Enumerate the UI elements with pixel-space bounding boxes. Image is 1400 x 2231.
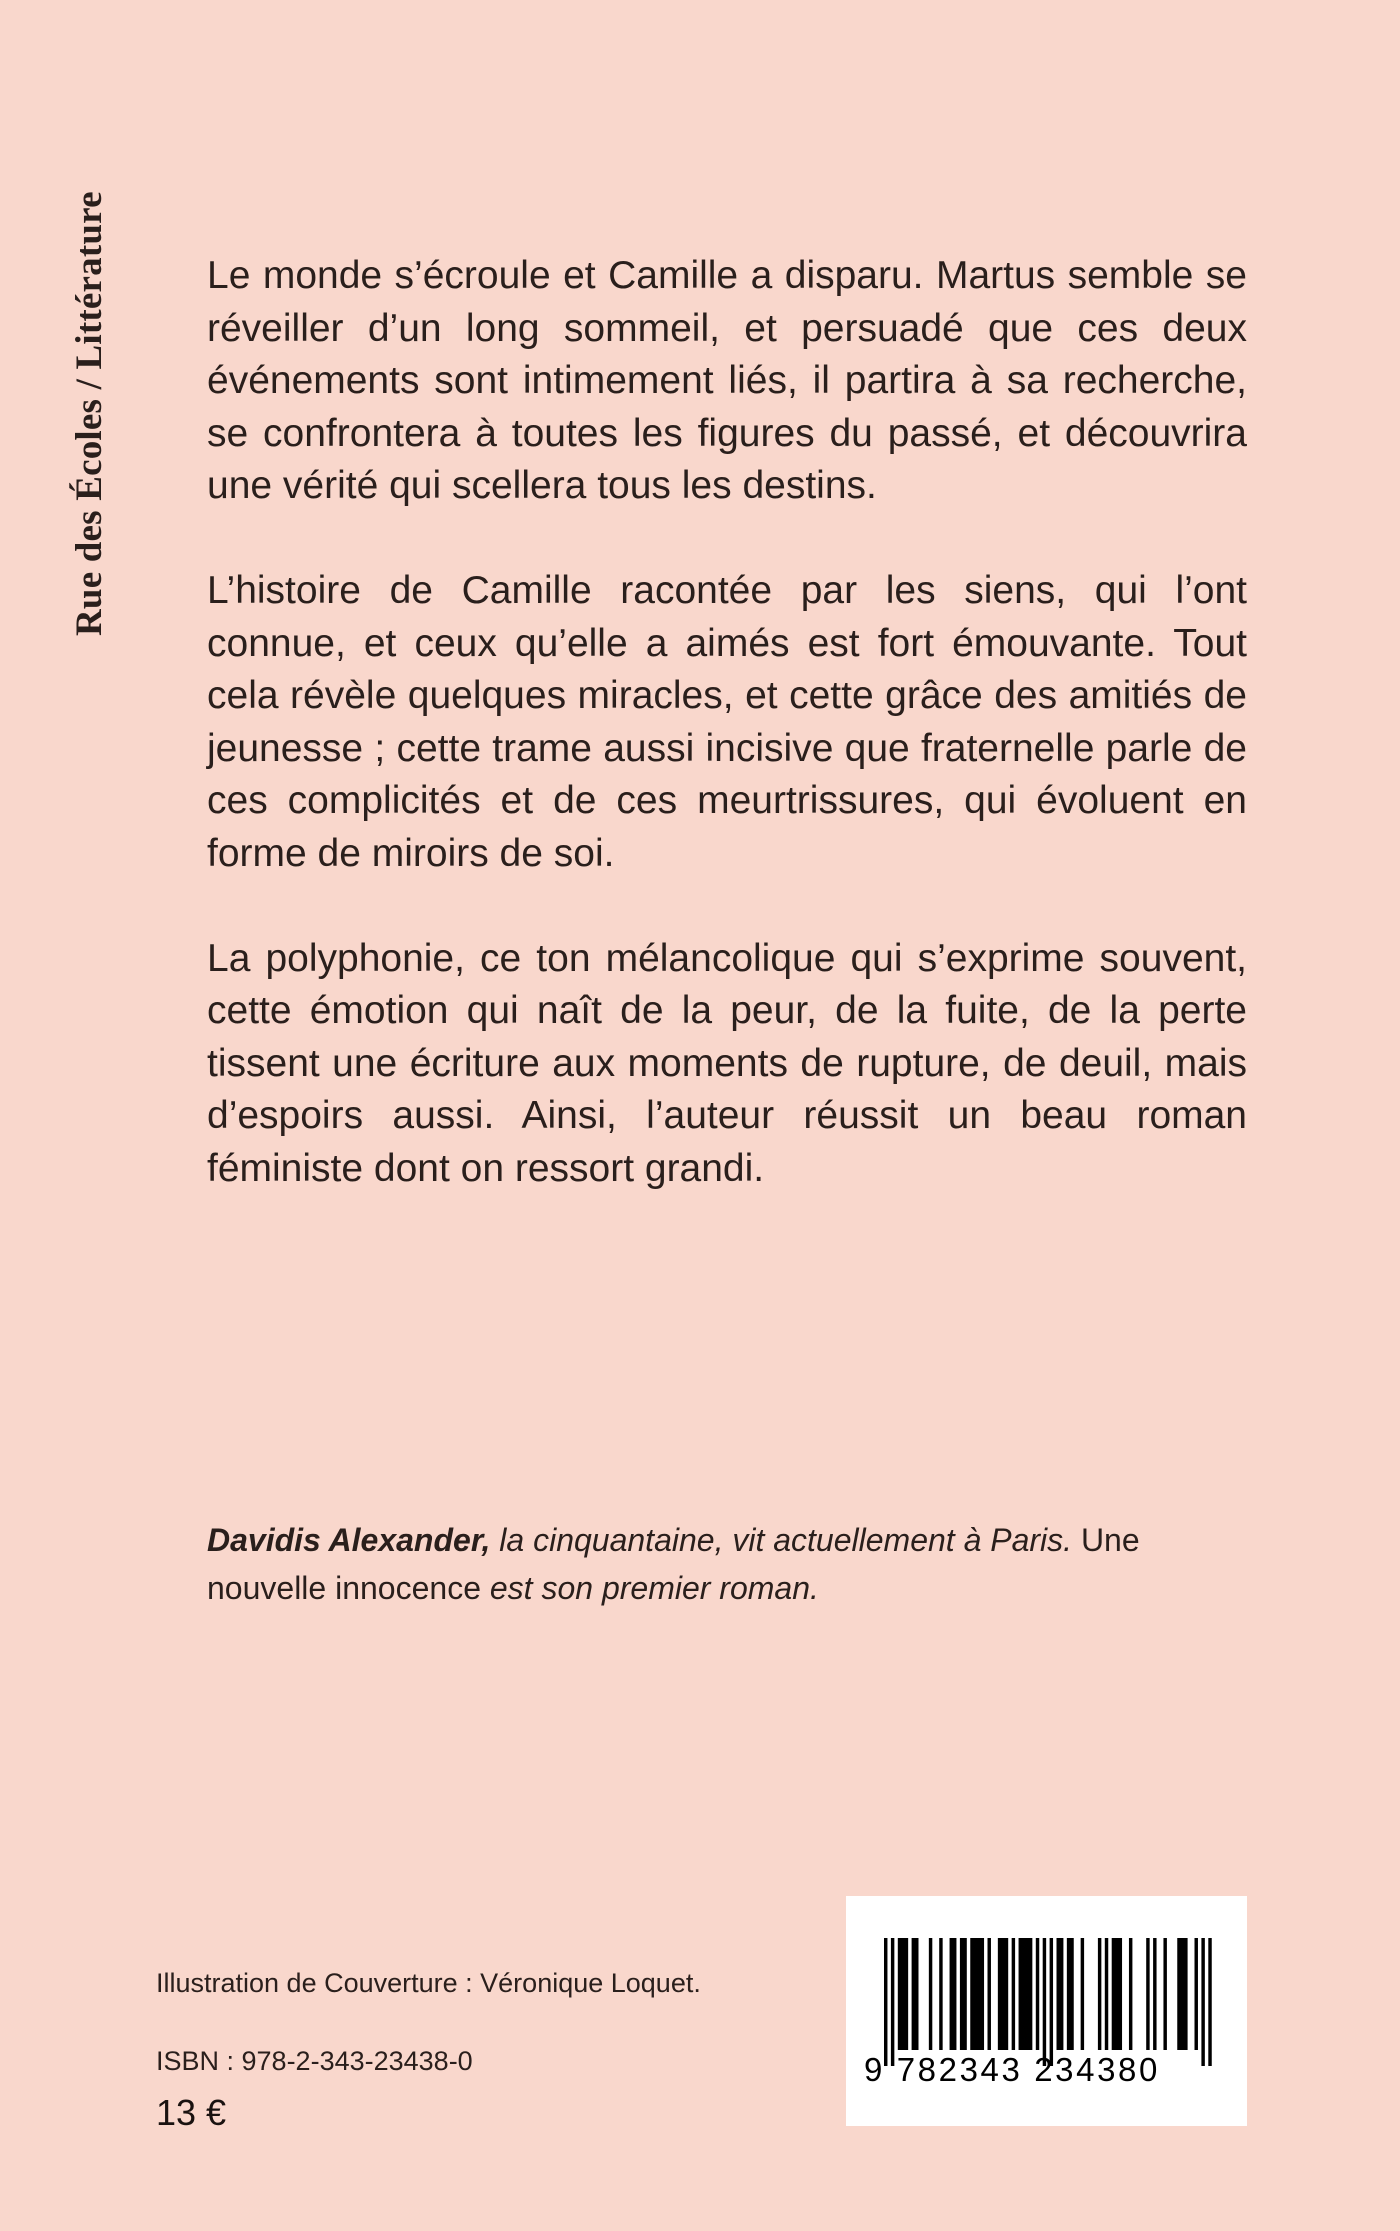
barcode-bar <box>1163 1938 1166 2050</box>
blurb-paragraph-3: La polyphonie, ce ton mélancolique qui s’exprime souvent, cette émotion qui naît de la peur, de la fuite, de la perte tissent une écriture aux moments de rupture, de deuil, mais d’espoirs aussi. Ainsi, l’auteur réussit un beau roman féministe dont on ressort grandi. <box>207 936 1247 1190</box>
barcode-digits: 9 782343 234380 <box>864 2051 1160 2088</box>
barcode-bar <box>1098 1938 1101 2050</box>
price: 13 € <box>156 2092 227 2133</box>
barcode-bar <box>1012 1938 1015 2050</box>
barcode-bar <box>1105 1938 1108 2050</box>
barcode-bar <box>1081 1938 1084 2050</box>
book-title: Une nouvelle innocence <box>207 1522 1140 1606</box>
spine-collection-title: Rue des Écoles / Littérature <box>68 191 110 636</box>
barcode-bar <box>912 1938 919 2050</box>
illustration-credit: Illustration de Couverture : Véronique Loquet. <box>156 1968 701 1998</box>
barcode-bar <box>950 1938 957 2050</box>
barcode-bar <box>1019 1938 1033 2050</box>
barcode-bar <box>898 1938 908 2050</box>
barcode-guard-bar <box>1050 1938 1053 2066</box>
barcode-bar <box>988 1938 991 2050</box>
barcode-guard-bar <box>1208 1938 1211 2066</box>
bio-text-2: est son premier roman. <box>489 1570 819 1606</box>
barcode-guard-bar <box>884 1938 887 2066</box>
barcode-guard-bar <box>1043 1938 1046 2066</box>
barcode-bar <box>1057 1938 1064 2050</box>
back-cover-blurb <box>207 250 1247 1248</box>
barcode-bar <box>1146 1938 1149 2050</box>
barcode-bar <box>1036 1938 1039 2050</box>
barcode-guard-bar <box>1201 1938 1204 2066</box>
barcode-bar <box>1153 1938 1156 2050</box>
isbn: ISBN : 978-2-343-23438-0 <box>156 2046 473 2076</box>
barcode-bar <box>1112 1938 1122 2050</box>
bio-text-1: la cinquantaine, vit actuellement à Paris. <box>490 1522 1073 1558</box>
barcode-guard-bar <box>891 1938 894 2066</box>
blurb-paragraph-1: Le monde s’écroule et Camille a disparu. Martus semble se réveiller d’un long sommeil, et persuadé que ces deux événements sont intimement liés, il partira à sa recherche, se confrontera à toutes les figures du passé, et découvrira une vérité qui scellera tous les destins. <box>207 254 1247 507</box>
barcode-bar <box>998 1938 1008 2050</box>
barcode-bar <box>929 1938 932 2050</box>
barcode <box>846 1896 1247 2126</box>
barcode-bars <box>846 1896 1247 2126</box>
barcode-bar <box>1195 1938 1198 2050</box>
blurb-paragraph-2: L’histoire de Camille racontée par les siens, qui l’ont connue, et ceux qu’elle a aimés est fort émouvante. Tout cela révèle quelques miracles, et cette grâce des amitiés de jeunesse ; cette trame aussi incisive que fraternelle parle de ces complicités et de ces meurtrissures, qui évoluent en forme de miroirs de soi. <box>207 569 1247 875</box>
barcode-bar <box>970 1938 984 2050</box>
author-bio <box>207 1516 1247 1612</box>
barcode-bar <box>960 1938 967 2050</box>
barcode-bar <box>939 1938 942 2050</box>
author-name: Davidis Alexander, <box>207 1522 491 1558</box>
barcode-bar <box>1129 1938 1132 2050</box>
barcode-bar <box>1177 1938 1187 2050</box>
barcode-bar <box>1067 1938 1074 2050</box>
